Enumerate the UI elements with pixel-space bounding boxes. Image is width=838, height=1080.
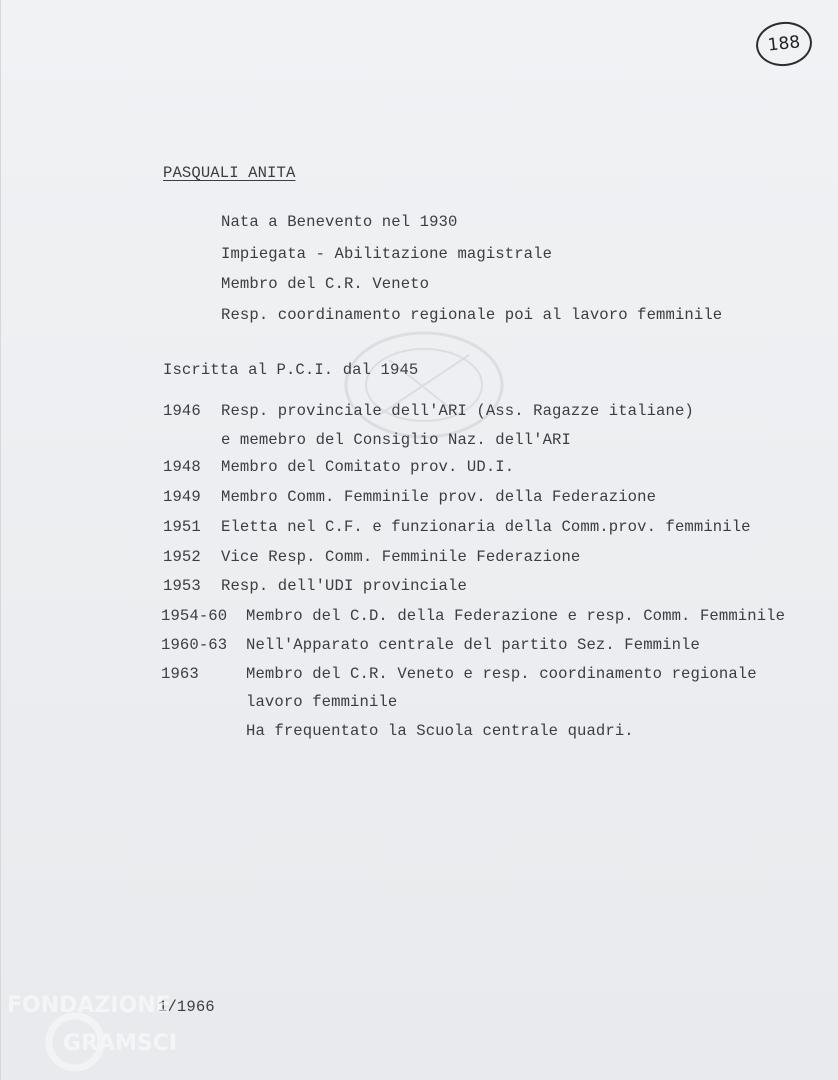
watermark-line2: GRAMSCI bbox=[63, 1031, 178, 1056]
timeline-text: lavoro femminile bbox=[246, 693, 398, 711]
timeline-text: Vice Resp. Comm. Femminile Federazione bbox=[221, 548, 581, 566]
timeline-year: 1960-63 bbox=[161, 636, 228, 654]
timeline-text: Membro Comm. Femminile prov. della Federazione bbox=[221, 488, 657, 506]
page-title: PASQUALI ANITA bbox=[163, 164, 296, 182]
timeline-text: Membro del Comitato prov. UD.I. bbox=[221, 458, 515, 476]
timeline-text: Eletta nel C.F. e funzionaria della Comm.prov. femminile bbox=[221, 518, 751, 536]
timeline-text: Resp. provinciale dell'ARI (Ass. Ragazze italiane) bbox=[221, 402, 694, 420]
timeline-year: 1951 bbox=[163, 518, 201, 536]
timeline-year: 1949 bbox=[163, 488, 201, 506]
membership-line: Iscritta al P.C.I. dal 1945 bbox=[163, 361, 419, 379]
timeline-year: 1948 bbox=[163, 458, 201, 476]
watermark-line1: FONDAZIONE bbox=[7, 993, 171, 1018]
timeline-text: e memebro del Consiglio Naz. dell'ARI bbox=[221, 431, 571, 449]
timeline-text: Membro del C.R. Veneto e resp. coordinamento regionale bbox=[246, 665, 757, 683]
foundation-watermark-logo bbox=[5, 990, 195, 1075]
timeline-year: 1963 bbox=[161, 665, 199, 683]
intro-member: Membro del C.R. Veneto bbox=[221, 275, 430, 293]
intro-birth: Nata a Benevento nel 1930 bbox=[221, 213, 458, 231]
timeline-year: 1946 bbox=[163, 402, 201, 420]
timeline-text: Ha frequentato la Scuola centrale quadri. bbox=[246, 722, 634, 740]
page-number: 188 bbox=[766, 32, 802, 56]
intro-responsibility: Resp. coordinamento regionale poi al lavoro femminile bbox=[221, 306, 723, 324]
timeline-text: Membro del C.D. della Federazione e resp. Comm. Femminile bbox=[246, 607, 786, 625]
timeline-year: 1952 bbox=[163, 548, 201, 566]
timeline-year: 1954-60 bbox=[161, 607, 228, 625]
page-number-stamp bbox=[754, 19, 814, 69]
timeline-year: 1953 bbox=[163, 577, 201, 595]
intro-occupation: Impiegata - Abilitazione magistrale bbox=[221, 245, 553, 263]
timeline-text: Nell'Apparato centrale del partito Sez. Femminle bbox=[246, 636, 700, 654]
timeline-text: Resp. dell'UDI provinciale bbox=[221, 577, 467, 595]
footer-date: 1/1966 bbox=[158, 998, 215, 1016]
